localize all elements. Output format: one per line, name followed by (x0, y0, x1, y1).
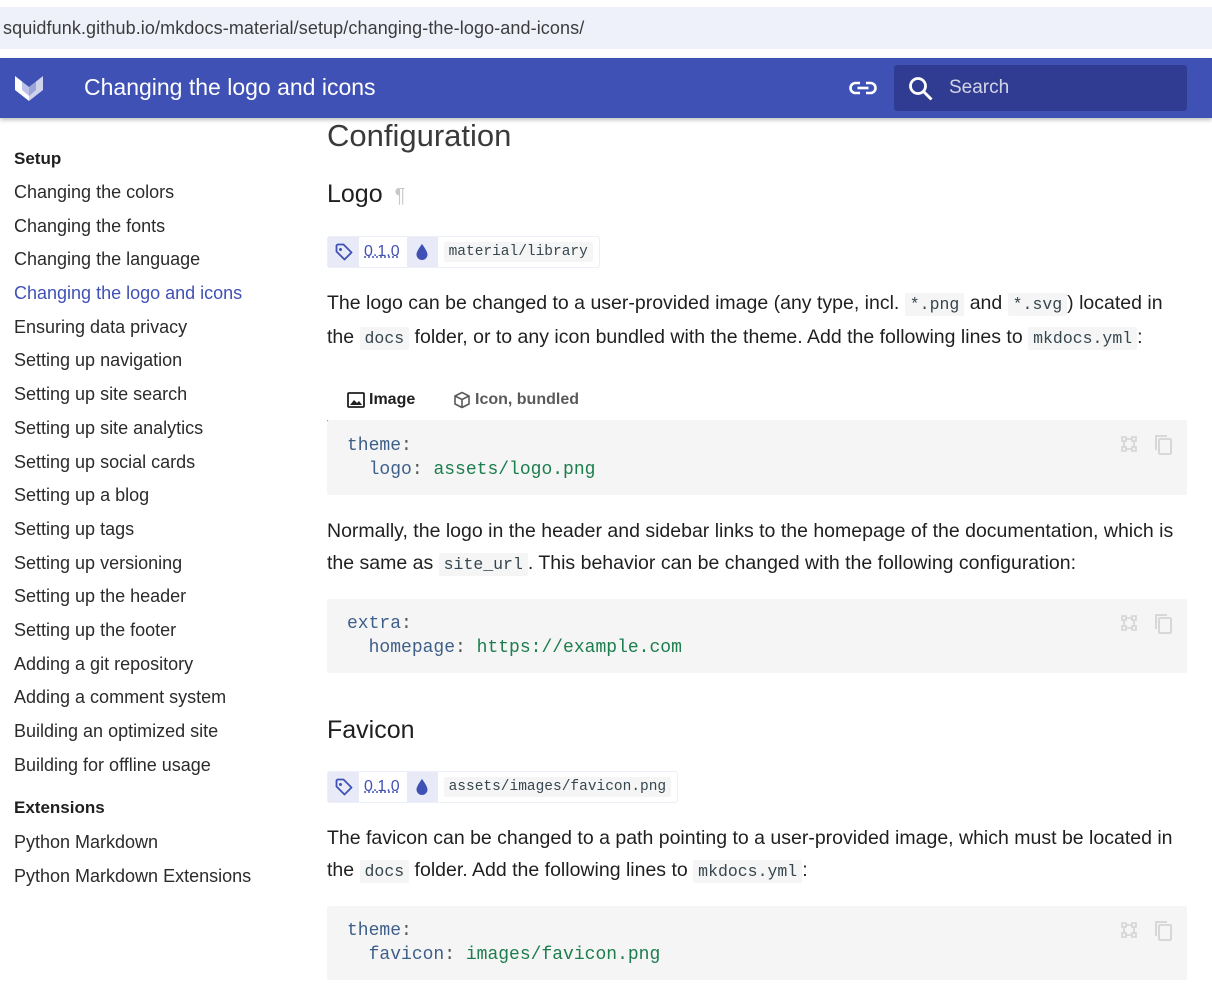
text: . This behavior can be changed with the following configuration: (527, 552, 1077, 574)
copy-icon[interactable] (1153, 613, 1173, 635)
section-heading-configuration: Configuration (327, 118, 512, 153)
yaml-key: theme (347, 436, 402, 456)
tab-image[interactable] (327, 380, 435, 420)
code-block-logo[interactable]: theme: logo: assets/logo.png (327, 420, 1187, 495)
section-heading-logo (327, 180, 405, 209)
tab-label: Image (369, 391, 416, 408)
yaml-value: assets/logo.png (433, 460, 596, 480)
url-text: squidfunk.github.io/mkdocs-material/setup/changing-the-logo-and-icons/ (3, 18, 585, 38)
select-lines-icon[interactable] (1119, 613, 1139, 633)
select-lines-icon[interactable] (1119, 434, 1139, 454)
nav-item-social-cards[interactable]: Setting up social cards (14, 451, 196, 472)
header-title: Changing the logo and icons (84, 74, 376, 100)
nav-item-changing-language[interactable]: Changing the language (14, 249, 201, 270)
yaml-key: favicon (368, 945, 445, 965)
nav-item-tags[interactable]: Setting up tags (14, 518, 135, 539)
nav-section-setup: Setup (14, 149, 62, 168)
material-logo-icon[interactable] (12, 73, 46, 103)
nav-item-changing-colors[interactable]: Changing the colors (14, 182, 175, 202)
copy-icon[interactable] (1153, 434, 1173, 456)
code-block-homepage[interactable]: extra: homepage: https://example.com (327, 599, 1187, 673)
nav-item-navigation[interactable]: Setting up navigation (14, 350, 183, 371)
image-icon (347, 392, 365, 408)
nav-item-data-privacy[interactable]: Ensuring data privacy (14, 316, 188, 337)
version-link[interactable]: 0.1.0 (364, 243, 400, 260)
nav-item-changing-logo-icons[interactable]: Changing the logo and icons (14, 283, 243, 304)
inline-code: docs (360, 327, 410, 350)
yaml-value: images/favicon.png (465, 945, 661, 965)
nav-item-python-markdown-extensions[interactable]: Python Markdown Extensions (14, 866, 252, 887)
copy-icon[interactable] (1153, 920, 1173, 942)
plugin-drop-icon (407, 237, 438, 267)
plugin-drop-icon (407, 772, 438, 802)
text: The favicon can be changed to a path pointing to a user-provided image, which must be located in the (327, 827, 1173, 881)
nav-list-extensions (14, 831, 284, 898)
version-badge-logo (327, 236, 600, 268)
nav-item-git-repository[interactable]: Adding a git repository (14, 653, 194, 674)
nav-section-extensions: Extensions (14, 798, 105, 818)
search-input[interactable] (949, 73, 1174, 103)
text: and (964, 292, 1008, 314)
version-badge-favicon (327, 771, 678, 803)
nav-item-python-markdown[interactable]: Python Markdown (14, 832, 159, 853)
text: Normally, the logo in the header and sidebar links to the homepage of the documentation, which is the same as (327, 520, 1174, 574)
yaml-key: logo (368, 460, 412, 480)
tab-icon-bundled[interactable] (453, 380, 579, 420)
yaml-key: theme (347, 921, 402, 941)
site-header (0, 58, 1212, 118)
tag-icon (328, 237, 359, 267)
homepage-description (327, 515, 1187, 581)
inline-code: mkdocs.yml (693, 860, 802, 883)
tag-icon (328, 772, 359, 802)
code-tabs (327, 380, 1187, 420)
nav-item-site-analytics[interactable]: Setting up site analytics (14, 417, 204, 438)
share-link-icon[interactable] (847, 74, 879, 102)
yaml-key: homepage (368, 638, 456, 658)
nav-item-offline-usage[interactable]: Building for offline usage (14, 754, 211, 775)
default-path: assets/images/favicon.png (444, 777, 672, 797)
select-lines-icon[interactable] (1119, 920, 1139, 940)
search-icon (908, 76, 934, 102)
nav-item-blog[interactable]: Setting up a blog (14, 485, 150, 506)
text: : (1137, 326, 1143, 348)
search-box[interactable] (894, 65, 1187, 111)
nav-item-changing-fonts[interactable]: Changing the fonts (14, 215, 166, 236)
sidebar-nav (14, 148, 284, 899)
tab-label: Icon, bundled (475, 391, 579, 408)
permalink-icon[interactable]: ¶ (394, 185, 406, 207)
yaml-key: extra (347, 614, 402, 634)
logo-title: Logo (327, 180, 383, 208)
code-block-favicon[interactable]: theme: favicon: images/favicon.png (327, 906, 1187, 980)
version-link[interactable]: 0.1.0 (364, 778, 400, 795)
url-bar[interactable] (0, 7, 1212, 49)
yaml-value: https://example.com (476, 638, 682, 658)
nav-item-optimized-site[interactable]: Building an optimized site (14, 721, 219, 741)
logo-description (327, 287, 1187, 355)
text: folder, or to any icon bundled with the theme. Add the following lines to (409, 326, 1029, 348)
plugin-name: material/library (444, 242, 593, 262)
inline-code: site_url (439, 553, 528, 576)
nav-item-versioning[interactable]: Setting up versioning (14, 552, 183, 573)
nav-list-setup (14, 181, 284, 787)
package-icon (453, 391, 471, 409)
text: The logo can be changed to a user-provided image (any type, incl. (327, 292, 905, 314)
nav-item-comment-system[interactable]: Adding a comment system (14, 687, 227, 708)
nav-item-header[interactable]: Setting up the header (14, 586, 187, 607)
inline-code: *.png (905, 293, 965, 316)
text: : (802, 859, 808, 881)
text: ) located in the (327, 292, 1163, 348)
inline-code: docs (360, 860, 410, 883)
favicon-description (327, 822, 1187, 888)
inline-code: mkdocs.yml (1028, 327, 1137, 350)
nav-item-footer[interactable]: Setting up the footer (14, 619, 177, 640)
nav-item-site-search[interactable]: Setting up site search (14, 384, 188, 405)
text: folder. Add the following lines to (409, 859, 694, 881)
section-heading-favicon: Favicon (327, 716, 415, 744)
inline-code: *.svg (1008, 293, 1068, 316)
